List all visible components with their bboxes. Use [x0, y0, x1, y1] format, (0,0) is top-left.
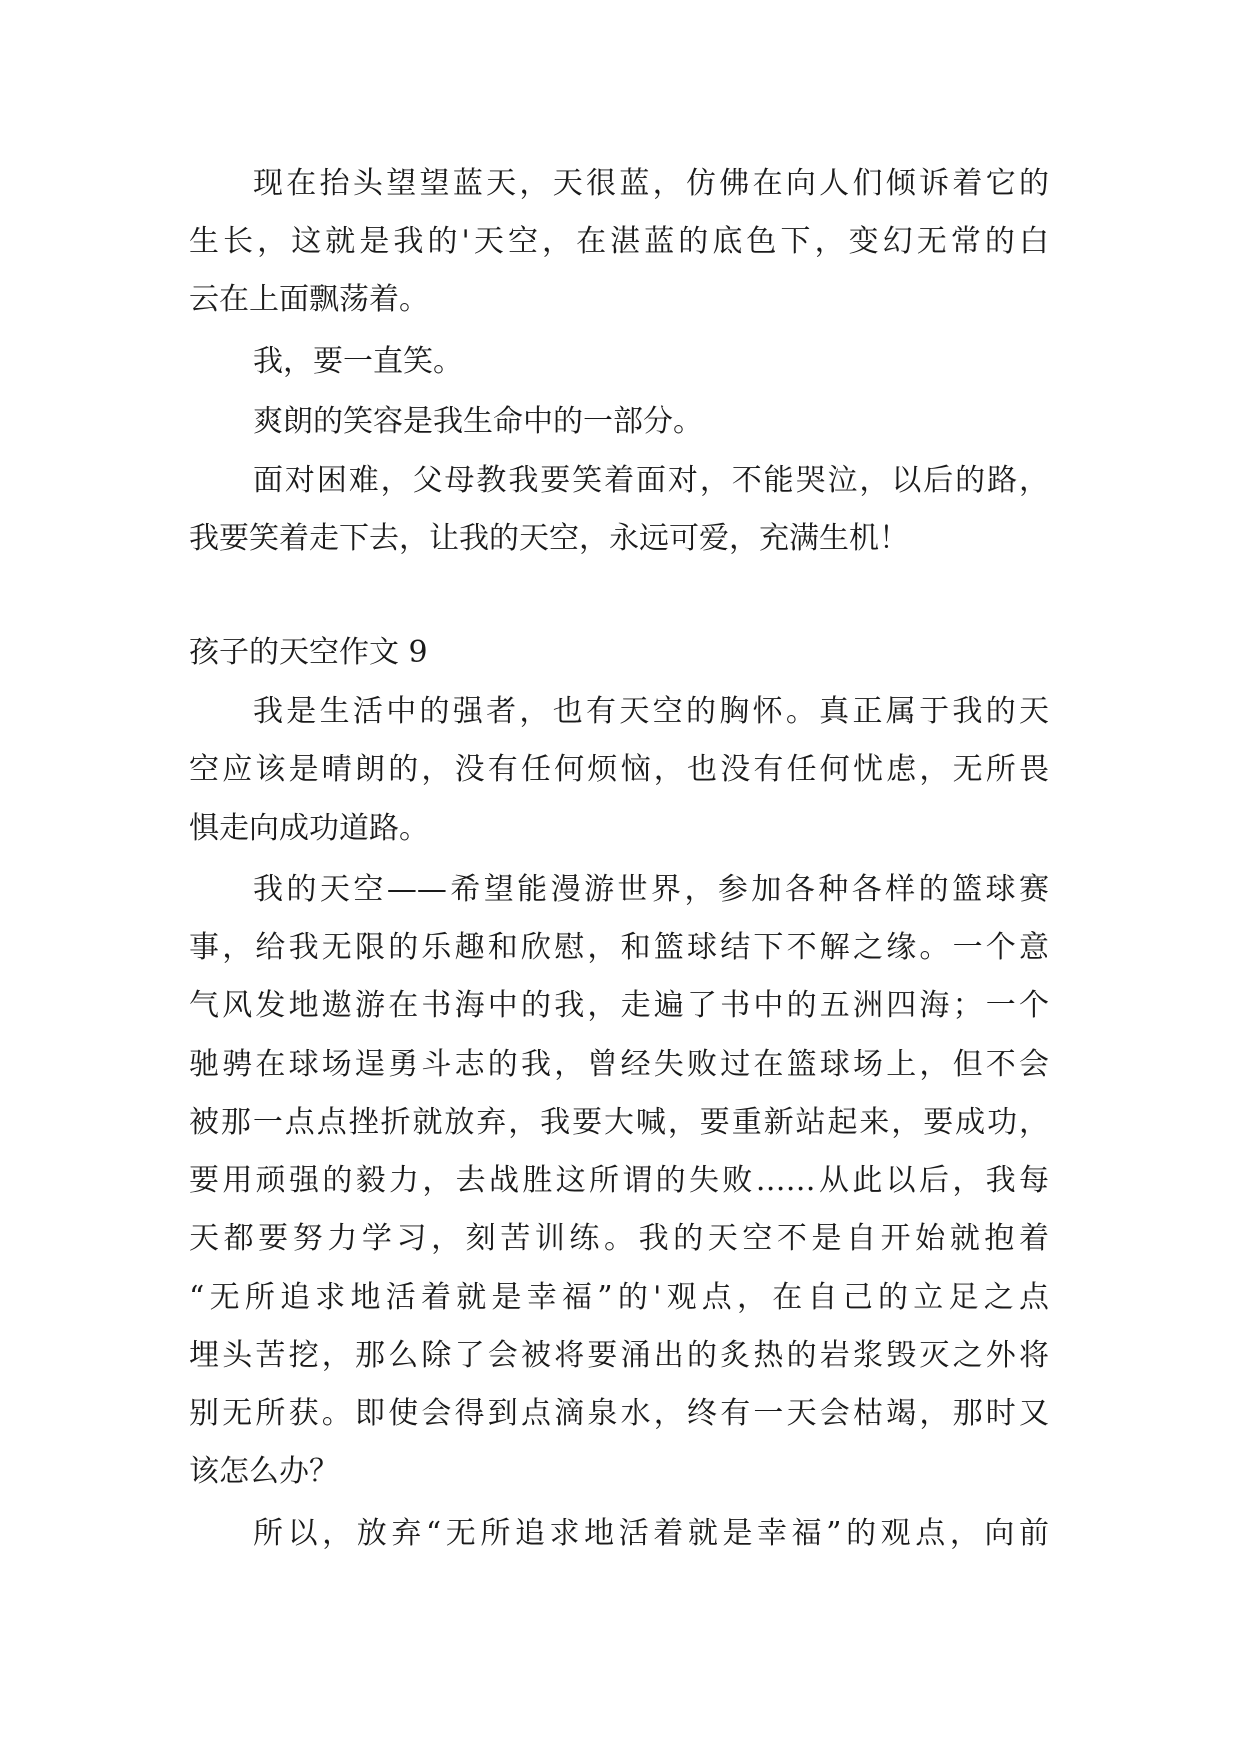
paragraph-line: 事，给我无限的乐趣和欣慰，和篮球结下不解之缘。一个意	[189, 930, 1049, 965]
paragraph-line: 惧走向成功道路。	[189, 811, 429, 846]
paragraph-line: 气风发地遨游在书海中的我，走遍了书中的五洲四海；一个	[189, 988, 1049, 1023]
paragraph-line: “无所追求地活着就是幸福”的'观点，在自己的立足之点	[189, 1280, 1049, 1315]
section-heading: 孩子的天空作文 9	[189, 635, 428, 670]
paragraph-line: 天都要努力学习，刻苦训练。我的天空不是自开始就抱着	[189, 1221, 1049, 1256]
paragraph-line: 该怎么办？	[189, 1454, 339, 1489]
paragraph-line: 生长，这就是我的'天空，在湛蓝的底色下，变幻无常的白	[189, 224, 1049, 259]
paragraph-line: 面对困难，父母教我要笑着面对，不能哭泣，以后的路，	[253, 463, 1049, 498]
paragraph-line: 别无所获。即使会得到点滴泉水，终有一天会枯竭，那时又	[189, 1396, 1049, 1431]
paragraph-line: 要用顽强的毅力，去战胜这所谓的失败……从此以后，我每	[189, 1163, 1049, 1198]
paragraph-line: 所以，放弃“无所追求地活着就是幸福”的观点，向前	[253, 1516, 1049, 1551]
paragraph-line: 埋头苦挖，那么除了会被将要涌出的炙热的岩浆毁灭之外将	[189, 1338, 1049, 1373]
paragraph-line: 被那一点点挫折就放弃，我要大喊，要重新站起来，要成功，	[189, 1105, 1049, 1140]
paragraph-line: 云在上面飘荡着。	[189, 282, 429, 317]
paragraph-line: 爽朗的笑容是我生命中的一部分。	[253, 404, 703, 439]
paragraph-line: 空应该是晴朗的，没有任何烦恼，也没有任何忧虑，无所畏	[189, 752, 1049, 787]
paragraph-line: 我的天空——希望能漫游世界，参加各种各样的篮球赛	[253, 872, 1049, 907]
paragraph-line: 现在抬头望望蓝天，天很蓝，仿佛在向人们倾诉着它的	[253, 166, 1049, 201]
paragraph-line: 驰骋在球场逞勇斗志的我，曾经失败过在篮球场上，但不会	[189, 1047, 1049, 1082]
paragraph-line: 我，要一直笑。	[253, 344, 463, 379]
paragraph-line: 我是生活中的强者，也有天空的胸怀。真正属于我的天	[253, 694, 1049, 729]
paragraph-line: 我要笑着走下去，让我的天空，永远可爱，充满生机！	[189, 521, 909, 556]
